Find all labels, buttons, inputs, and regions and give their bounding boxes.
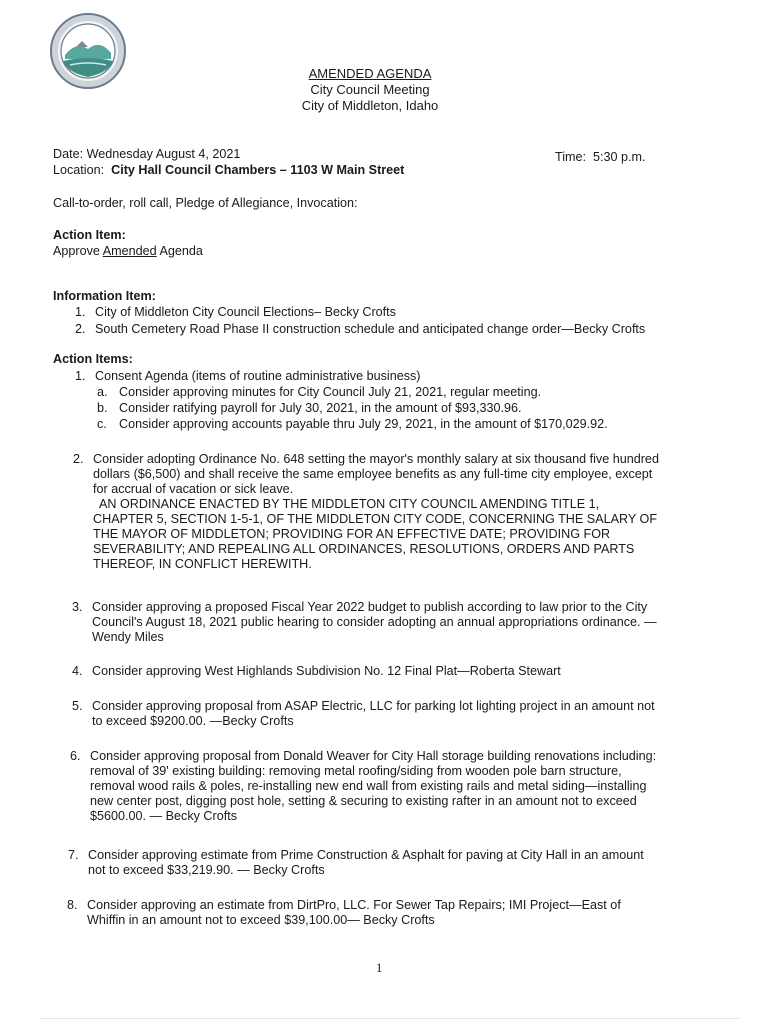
time-value: 5:30 p.m.: [593, 150, 646, 164]
ordinance-line: CHAPTER 5, SECTION 1-5-1, OF THE MIDDLETON CITY CODE, CONCERNING THE SALARY OF: [93, 512, 658, 526]
amended-text: Amended: [102, 244, 157, 258]
item-num: 3.: [72, 600, 83, 614]
info-item-num: 2.: [75, 322, 86, 336]
item-num: 7.: [68, 848, 79, 862]
subitem-num: a.: [97, 385, 108, 399]
item-4-text: Consider approving West Highlands Subdivision No. 12 Final Plat—Roberta Stewart: [92, 664, 561, 678]
approve-agenda-line: [53, 244, 203, 259]
agenda-text: Agenda: [159, 244, 203, 258]
info-item-text: South Cemetery Road Phase II construction schedule and anticipated change order—Becky Crofts: [95, 322, 646, 336]
city-name: City of Middleton, Idaho: [301, 98, 439, 113]
item-num: 2.: [73, 452, 84, 466]
date-label: Date:: [53, 147, 84, 161]
item-7-line: not to exceed $33,219.90. — Becky Crofts: [88, 863, 325, 877]
location-value: City Hall Council Chambers – 1103 W Main Street: [111, 163, 405, 177]
info-item-2: [75, 322, 645, 337]
agenda-header: [0, 66, 740, 114]
meeting-type: City Council Meeting: [310, 82, 430, 97]
opening-line: Call-to-order, roll call, Pledge of Allegiance, Invocation:: [53, 196, 358, 210]
ordinance-line: THE MAYOR OF MIDDLETON; PROVIDING FOR AN EFFECTIVE DATE; PROVIDING FOR: [93, 527, 611, 541]
subitem-text: Consider approving accounts payable thru July 29, 2021, in the amount of $170,029.92.: [119, 417, 608, 431]
item-2-line: dollars ($6,500) and shall receive the same employee benefits as any full-time city employee, except: [93, 467, 653, 481]
subitem-text: Consider ratifying payroll for July 30, 2021, in the amount of $93,330.96.: [119, 401, 522, 415]
item-7-line: Consider approving estimate from Prime Construction & Asphalt for paving at City Hall in an amount: [88, 848, 644, 862]
ordinance-title: [93, 497, 659, 512]
item-5-line: Consider approving proposal from ASAP Electric, LLC for parking lot lighting project in an amount not: [92, 699, 655, 713]
item-8-line: Consider approving an estimate from DirtPro, LLC. For Sewer Tap Repairs; IMI Project—East of: [87, 898, 621, 912]
item-6-line: removal of 39' existing building: removing metal roofing/siding from wooden pole barn structure,: [90, 764, 622, 778]
action-item-heading: Action Item:: [53, 228, 126, 242]
item-num: 1.: [75, 369, 86, 383]
time-label: Time:: [555, 150, 587, 164]
item-5-text: [92, 699, 655, 729]
item-6-line: Consider approving proposal from Donald Weaver for City Hall storage building renovations including:: [90, 749, 657, 763]
consent-subitem-b: [97, 401, 522, 416]
page-bottom-divider: [40, 1018, 740, 1019]
item-num: 5.: [72, 699, 83, 713]
item-2-line: for accrual of vacation or sick leave.: [93, 482, 294, 496]
item-6-line: $5600.00. — Becky Crofts: [90, 809, 237, 823]
item-3-text: [92, 600, 657, 645]
item-6-line: removal wood rails & poles, re-installing new end wall from existing rails and metal siding—installing: [90, 779, 647, 793]
consent-agenda-item: [75, 369, 421, 384]
consent-subitem-a: [97, 385, 541, 400]
ordinance-line: SEVERABILITY; AND REPEALING ALL ORDINANCES, RESOLUTIONS, ORDERS AND PARTS: [93, 542, 635, 556]
item-6-text: [90, 749, 656, 824]
location-label: Location:: [53, 163, 105, 177]
action-items-heading: Action Items:: [53, 352, 133, 366]
item-7-text: [88, 848, 644, 878]
item-2-line: Consider adopting Ordinance No. 648 setting the mayor's monthly salary at six thousand five hundred: [93, 452, 659, 466]
item-3-line: Consider approving a proposed Fiscal Year 2022 budget to publish according to law prior to the City: [92, 600, 648, 614]
information-heading: Information Item:: [53, 289, 156, 303]
item-3-line: Wendy Miles: [92, 630, 164, 644]
subitem-num: b.: [97, 401, 108, 415]
item-2-text: [93, 452, 659, 572]
item-5-line: to exceed $9200.00. —Becky Crofts: [92, 714, 294, 728]
item-text: Consent Agenda (items of routine administrative business): [95, 369, 421, 383]
ordinance-line: AN ORDINANCE ENACTED BY THE MIDDLETON CITY COUNCIL AMENDING TITLE 1,: [99, 497, 600, 511]
item-8-line: Whiffin in an amount not to exceed $39,100.00— Becky Crofts: [87, 913, 435, 927]
info-item-text: City of Middleton City Council Elections– Becky Crofts: [95, 305, 396, 319]
item-num: 4.: [72, 664, 83, 678]
subitem-text: Consider approving minutes for City Council July 21, 2021, regular meeting.: [119, 385, 542, 399]
meeting-location: [53, 163, 404, 178]
info-item-1: [75, 305, 396, 320]
item-8-text: [87, 898, 621, 928]
approve-text: Approve: [53, 244, 100, 258]
subitem-num: c.: [97, 417, 107, 431]
consent-subitem-c: [97, 417, 608, 432]
item-num: 6.: [70, 749, 81, 763]
item-num: 8.: [67, 898, 78, 912]
item-3-line: Council's August 18, 2021 public hearing to consider adopting an annual appropriations ordinance. —: [92, 615, 657, 629]
ordinance-line: THEREOF, IN CONFLICT HEREWITH.: [93, 557, 312, 571]
info-item-num: 1.: [75, 305, 86, 319]
item-6-line: new center post, digging post hole, setting & securing to existing rafter in an amount not to exceed: [90, 794, 637, 808]
date-value: Wednesday August 4, 2021: [86, 147, 241, 161]
meeting-date: [53, 147, 240, 162]
page-number: 1: [376, 961, 383, 975]
meeting-time: [555, 150, 646, 165]
agenda-title: AMENDED AGENDA: [308, 66, 432, 81]
